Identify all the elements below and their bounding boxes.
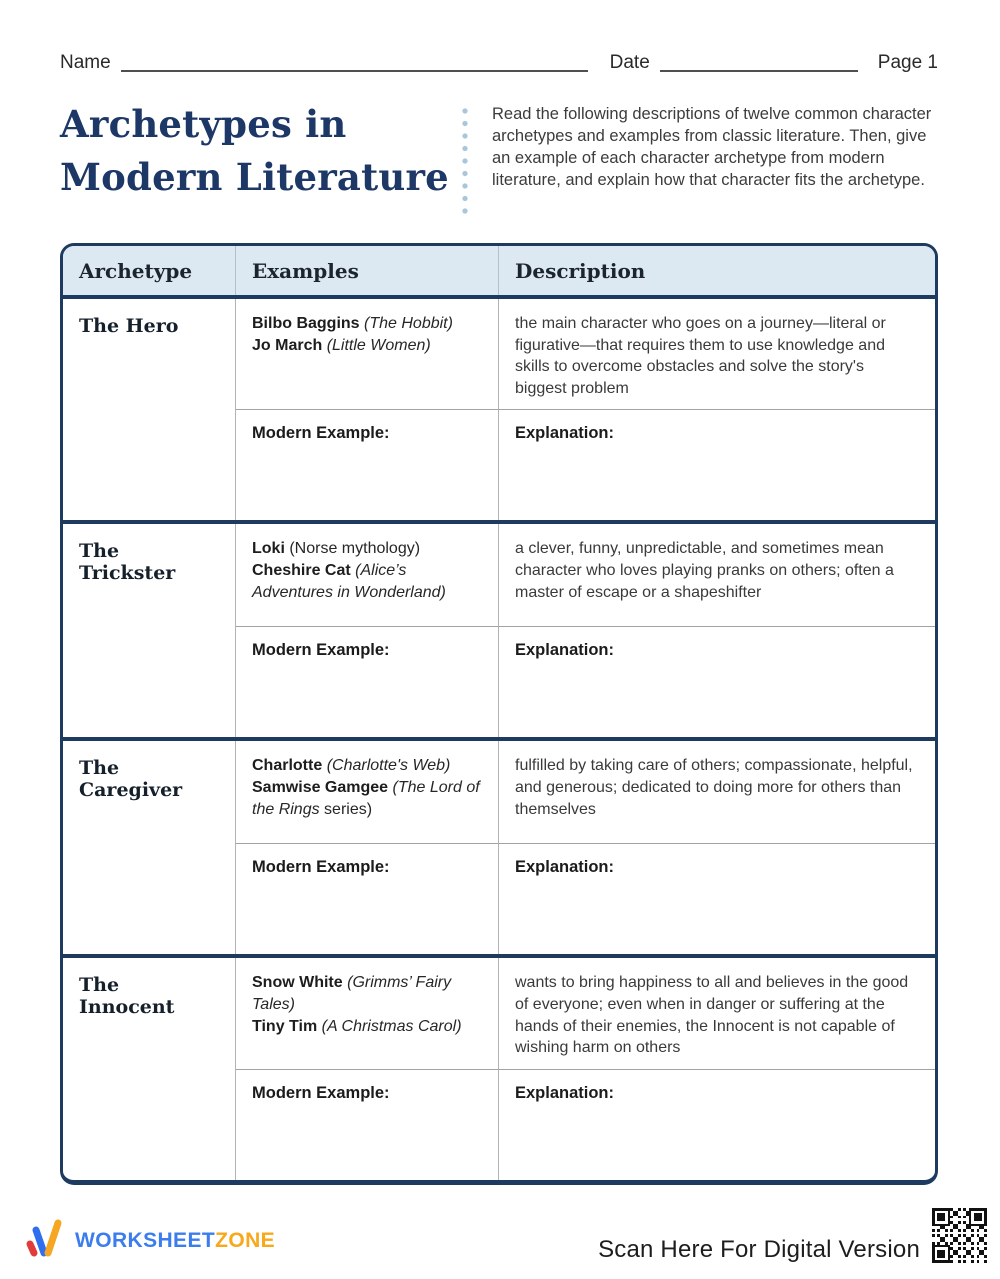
example-character-name: Loki <box>252 540 285 558</box>
example-line <box>252 560 484 603</box>
modern-example-cell <box>236 627 499 737</box>
example-source-title: (The Lord of the Rings <box>252 778 480 818</box>
modern-example-cell <box>236 1070 499 1180</box>
table-body <box>63 299 935 1180</box>
worksheetzone-logo <box>25 1217 275 1270</box>
explanation-cell <box>499 844 935 954</box>
page-title-line1: Archetypes in <box>60 102 347 146</box>
example-character-name: Samwise Gamgee <box>252 778 389 796</box>
date-fill-line <box>660 56 858 72</box>
description-cell <box>499 958 935 1069</box>
example-line <box>252 538 484 560</box>
example-character-name: Bilbo Baggins <box>252 315 360 332</box>
example-line <box>252 777 484 820</box>
example-line <box>252 755 484 777</box>
name-label: Name <box>60 52 111 73</box>
archetypes-table <box>60 243 938 1185</box>
example-character-name: Snow White <box>252 974 343 992</box>
examples-cell <box>236 958 499 1069</box>
description-text: wants to bring happiness to all and believes in the good of everyone; even when in danger or suffering at the hands of their enemies, the Innocent is not capable of wishing harm on others <box>515 974 909 1057</box>
example-line <box>252 972 484 1015</box>
example-source-title: (The Hobbit) <box>364 315 453 332</box>
example-character-name: Jo March <box>252 336 323 354</box>
title-section <box>60 98 940 218</box>
dotted-separator <box>462 106 470 218</box>
logo-wordmark <box>75 1229 275 1253</box>
table-header-row <box>63 246 935 299</box>
description-text: a clever, funny, unpredictable, and sometimes mean character who loves playing pranks on others; often a master of escape or a shapeshifter <box>515 540 894 601</box>
archetype-name: The Innocent <box>79 974 175 1019</box>
page-title-line2: Modern Literature <box>60 154 449 199</box>
column-header-archetype: Archetype <box>63 246 236 295</box>
page-title <box>60 98 462 218</box>
examples-cell <box>236 741 499 844</box>
examples-cell <box>236 524 499 627</box>
modern-example-cell <box>236 410 499 520</box>
archetype-cell <box>63 299 236 520</box>
column-header-examples: Examples <box>236 246 499 295</box>
explanation-cell <box>499 1070 935 1180</box>
description-text: fulfilled by taking care of others; compassionate, helpful, and generous; dedicated to doing more for others than themselves <box>515 757 913 818</box>
example-line <box>252 313 484 335</box>
archetype-block <box>63 954 935 1179</box>
logo-w-mark-icon <box>25 1217 69 1264</box>
archetype-cell <box>63 524 236 737</box>
explanation-label: Explanation: <box>515 858 615 877</box>
column-header-description: Description <box>515 258 646 283</box>
example-source-title: (Little Women) <box>326 336 431 354</box>
example-source-title: (Alice’s Adventures in Wonderland) <box>252 561 446 601</box>
logo-text-worksheet: WORKSHEET <box>75 1228 216 1252</box>
example-source-title: (Charlotte's Web) <box>326 757 451 775</box>
explanation-cell <box>499 410 935 520</box>
page-footer <box>25 1208 987 1270</box>
explanation-label: Explanation: <box>515 1083 615 1102</box>
name-fill-line <box>121 56 588 72</box>
archetype-cell <box>63 958 236 1179</box>
page-header <box>60 52 938 76</box>
modern-example-label: Modern Example: <box>252 858 390 877</box>
example-source-text: series) <box>319 800 373 818</box>
explanation-label: Explanation: <box>515 424 615 443</box>
archetype-block <box>63 737 935 954</box>
archetype-block <box>63 299 935 520</box>
date-label: Date <box>609 52 650 73</box>
explanation-label: Explanation: <box>515 641 615 660</box>
archetype-name: The Hero <box>79 315 179 337</box>
page-number: Page 1 <box>877 52 938 73</box>
example-source-title: (A Christmas Carol) <box>321 1017 462 1035</box>
example-character-name: Charlotte <box>252 757 323 775</box>
archetype-name: The Trickster <box>79 540 176 585</box>
modern-example-label: Modern Example: <box>252 1083 390 1102</box>
example-line <box>252 1016 484 1038</box>
example-line <box>252 335 484 357</box>
description-cell <box>499 299 935 410</box>
examples-cell <box>236 299 499 410</box>
example-source-text: (Norse mythology) <box>284 540 421 558</box>
modern-example-label: Modern Example: <box>252 424 390 443</box>
logo-text-zone: ZONE <box>215 1228 276 1252</box>
example-source-title: (Grimms’ Fairy Tales) <box>252 974 452 1013</box>
archetype-name: The Caregiver <box>79 757 183 802</box>
scan-here-text: Scan Here For Digital Version <box>598 1236 920 1263</box>
modern-example-cell <box>236 844 499 954</box>
modern-example-label: Modern Example: <box>252 641 390 660</box>
description-text: the main character who goes on a journey—literal or figurative—that requires them to use knowledge and skills to overcome obstacles and solve the story's biggest problem <box>515 315 886 397</box>
description-cell <box>499 741 935 844</box>
example-character-name: Tiny Tim <box>252 1017 318 1035</box>
description-cell <box>499 524 935 627</box>
explanation-cell <box>499 627 935 737</box>
archetype-cell <box>63 741 236 954</box>
archetype-block <box>63 520 935 737</box>
example-character-name: Cheshire Cat <box>252 561 351 579</box>
instructions-text: Read the following descriptions of twelve common character archetypes and examples from classic literature. Then, give an example of each character archetype from modern literature, and explain how that character fits the archetype. <box>492 105 932 189</box>
qr-code <box>932 1208 987 1263</box>
